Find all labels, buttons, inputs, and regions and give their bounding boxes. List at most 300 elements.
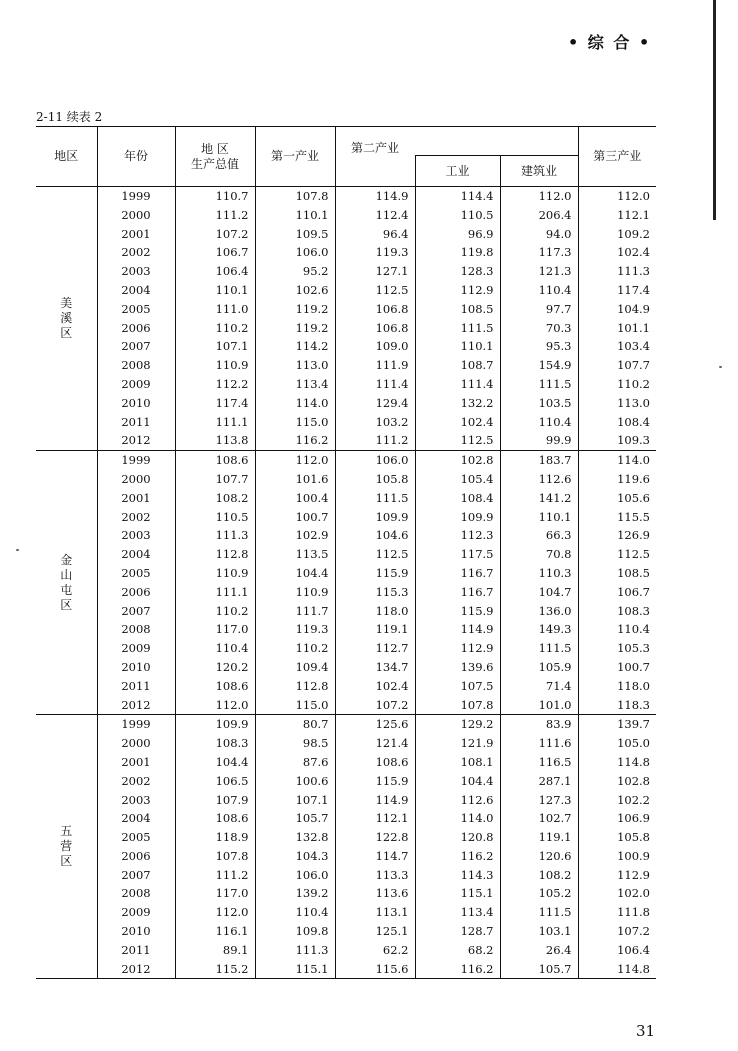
gdp-cell: 111.3 (175, 526, 255, 545)
tertiary-cell: 107.7 (578, 356, 656, 375)
table-row (36, 394, 656, 413)
gdp-cell: 117.0 (175, 620, 255, 639)
tertiary-cell: 106.4 (578, 941, 656, 960)
construction-cell: 111.5 (500, 903, 578, 922)
table-row (36, 187, 656, 206)
construction-cell: 94.0 (500, 225, 578, 244)
tertiary-cell: 100.7 (578, 658, 656, 677)
table-row (36, 451, 656, 470)
construction-cell: 95.3 (500, 337, 578, 356)
table-row (36, 470, 656, 489)
year-cell: 2010 (97, 922, 175, 941)
gdp-cell: 112.0 (175, 696, 255, 715)
tertiary-cell: 114.8 (578, 753, 656, 772)
table-row (36, 696, 656, 715)
tertiary-cell: 115.5 (578, 508, 656, 527)
tertiary-cell: 110.2 (578, 375, 656, 394)
industry-cell: 120.8 (415, 828, 500, 847)
table-row (36, 828, 656, 847)
year-cell: 2001 (97, 489, 175, 508)
page-number: 31 (636, 1022, 656, 1040)
secondary-cell: 121.4 (335, 734, 415, 753)
industry-cell: 112.9 (415, 639, 500, 658)
industry-cell: 108.1 (415, 753, 500, 772)
secondary-cell: 106.8 (335, 300, 415, 319)
construction-cell: 111.5 (500, 375, 578, 394)
primary-cell: 95.2 (255, 262, 335, 281)
industry-cell: 115.9 (415, 602, 500, 621)
industry-cell: 116.2 (415, 847, 500, 866)
year-cell: 2008 (97, 620, 175, 639)
secondary-cell: 127.1 (335, 262, 415, 281)
secondary-cell: 118.0 (335, 602, 415, 621)
construction-cell: 112.0 (500, 187, 578, 206)
gdp-header-line2: 生产总值 (190, 156, 239, 171)
tertiary-cell: 111.3 (578, 262, 656, 281)
gdp-cell: 117.0 (175, 884, 255, 903)
construction-cell: 206.4 (500, 206, 578, 225)
gdp-cell: 108.3 (175, 734, 255, 753)
gdp-cell: 107.2 (175, 225, 255, 244)
year-cell: 1999 (97, 715, 175, 734)
construction-cell: 112.6 (500, 470, 578, 489)
primary-cell: 114.2 (255, 337, 335, 356)
primary-cell: 115.1 (255, 960, 335, 979)
industry-cell: 111.4 (415, 375, 500, 394)
primary-cell: 107.1 (255, 791, 335, 810)
primary-cell: 104.4 (255, 564, 335, 583)
secondary-cell: 125.6 (335, 715, 415, 734)
table-row (36, 960, 656, 979)
tertiary-cell: 102.0 (578, 884, 656, 903)
table-row (36, 545, 656, 564)
table-row (36, 489, 656, 508)
primary-cell: 132.8 (255, 828, 335, 847)
primary-cell: 80.7 (255, 715, 335, 734)
region-char: 区 (60, 326, 73, 341)
tertiary-cell: 108.3 (578, 602, 656, 621)
region-char: 山 (60, 567, 73, 582)
secondary-cell: 113.6 (335, 884, 415, 903)
secondary-cell: 125.1 (335, 922, 415, 941)
tertiary-cell: 113.0 (578, 394, 656, 413)
secondary-cell: 104.6 (335, 526, 415, 545)
gdp-cell: 111.2 (175, 866, 255, 885)
construction-cell: 121.3 (500, 262, 578, 281)
primary-cell: 98.5 (255, 734, 335, 753)
gdp-cell: 120.2 (175, 658, 255, 677)
primary-header: 第一产业 (255, 127, 335, 187)
year-cell: 2001 (97, 753, 175, 772)
primary-cell: 101.6 (255, 470, 335, 489)
year-cell: 2007 (97, 866, 175, 885)
industry-cell: 114.4 (415, 187, 500, 206)
gdp-cell: 111.1 (175, 583, 255, 602)
region-name (36, 187, 97, 451)
industry-cell: 112.6 (415, 791, 500, 810)
gdp-cell: 112.2 (175, 375, 255, 394)
year-cell: 2009 (97, 639, 175, 658)
primary-cell: 112.8 (255, 677, 335, 696)
region-name (36, 451, 97, 715)
gdp-cell: 111.2 (175, 206, 255, 225)
secondary-cell: 103.2 (335, 413, 415, 432)
year-cell: 2012 (97, 431, 175, 450)
table-row (36, 564, 656, 583)
table-row (36, 903, 656, 922)
table-row (36, 300, 656, 319)
secondary-cell: 111.9 (335, 356, 415, 375)
table-row (36, 658, 656, 677)
secondary-cell: 119.1 (335, 620, 415, 639)
gdp-cell: 111.1 (175, 413, 255, 432)
construction-cell: 117.3 (500, 243, 578, 262)
tertiary-cell: 109.3 (578, 431, 656, 450)
primary-cell: 113.5 (255, 545, 335, 564)
region-char: 溪 (60, 311, 73, 326)
construction-cell: 26.4 (500, 941, 578, 960)
table-row (36, 809, 656, 828)
construction-cell: 111.6 (500, 734, 578, 753)
year-cell: 2011 (97, 413, 175, 432)
secondary-subheader-span (415, 127, 578, 156)
tertiary-cell: 105.3 (578, 639, 656, 658)
secondary-cell: 112.1 (335, 809, 415, 828)
construction-cell: 70.3 (500, 319, 578, 338)
year-cell: 2009 (97, 375, 175, 394)
gdp-cell: 106.7 (175, 243, 255, 262)
primary-cell: 119.3 (255, 620, 335, 639)
tertiary-cell: 102.8 (578, 772, 656, 791)
gdp-cell: 110.2 (175, 319, 255, 338)
gdp-cell: 89.1 (175, 941, 255, 960)
primary-cell: 100.7 (255, 508, 335, 527)
industry-cell: 107.8 (415, 696, 500, 715)
year-cell: 2004 (97, 281, 175, 300)
tertiary-cell: 107.2 (578, 922, 656, 941)
region-header: 地区 (36, 127, 97, 187)
construction-cell: 97.7 (500, 300, 578, 319)
primary-cell: 110.9 (255, 583, 335, 602)
region-char: 营 (60, 839, 73, 854)
gdp-header (175, 127, 255, 187)
table-row (36, 847, 656, 866)
construction-cell: 154.9 (500, 356, 578, 375)
gdp-cell: 107.8 (175, 847, 255, 866)
gdp-cell: 117.4 (175, 394, 255, 413)
table-row (36, 243, 656, 262)
year-cell: 2002 (97, 243, 175, 262)
tertiary-cell: 119.6 (578, 470, 656, 489)
year-cell: 2010 (97, 658, 175, 677)
year-cell: 2004 (97, 809, 175, 828)
gdp-cell: 107.7 (175, 470, 255, 489)
secondary-cell: 113.1 (335, 903, 415, 922)
year-cell: 2006 (97, 583, 175, 602)
year-cell: 2003 (97, 791, 175, 810)
gdp-cell: 113.8 (175, 431, 255, 450)
region-char: 区 (60, 854, 73, 869)
secondary-cell: 109.9 (335, 508, 415, 527)
primary-cell: 107.8 (255, 187, 335, 206)
year-cell: 1999 (97, 187, 175, 206)
construction-cell: 108.2 (500, 866, 578, 885)
secondary-cell: 107.2 (335, 696, 415, 715)
year-cell: 2005 (97, 564, 175, 583)
scan-speck (719, 366, 722, 368)
secondary-cell: 106.0 (335, 451, 415, 470)
industry-header: 工业 (415, 156, 500, 187)
industry-cell: 113.4 (415, 903, 500, 922)
year-cell: 2001 (97, 225, 175, 244)
construction-cell: 103.1 (500, 922, 578, 941)
industry-cell: 105.4 (415, 470, 500, 489)
tertiary-cell: 109.2 (578, 225, 656, 244)
industry-cell: 102.4 (415, 413, 500, 432)
table-row (36, 753, 656, 772)
construction-cell: 110.1 (500, 508, 578, 527)
secondary-cell: 114.9 (335, 187, 415, 206)
tertiary-cell: 112.0 (578, 187, 656, 206)
tertiary-cell: 112.5 (578, 545, 656, 564)
industry-cell: 116.7 (415, 564, 500, 583)
table-row (36, 620, 656, 639)
primary-cell: 102.6 (255, 281, 335, 300)
table-row (36, 508, 656, 527)
year-cell: 2003 (97, 262, 175, 281)
construction-cell: 287.1 (500, 772, 578, 791)
gdp-cell: 110.4 (175, 639, 255, 658)
gdp-cell: 108.6 (175, 451, 255, 470)
year-cell: 2006 (97, 847, 175, 866)
gdp-cell: 110.2 (175, 602, 255, 621)
gdp-cell: 107.9 (175, 791, 255, 810)
scan-speck (16, 549, 19, 551)
industry-cell: 107.5 (415, 677, 500, 696)
industry-cell: 112.5 (415, 431, 500, 450)
region-char: 金 (60, 552, 73, 567)
year-cell: 2007 (97, 337, 175, 356)
primary-cell: 115.0 (255, 413, 335, 432)
industry-cell: 112.9 (415, 281, 500, 300)
gdp-cell: 115.2 (175, 960, 255, 979)
tertiary-cell: 105.6 (578, 489, 656, 508)
gdp-cell: 118.9 (175, 828, 255, 847)
secondary-cell: 108.6 (335, 753, 415, 772)
table-row (36, 356, 656, 375)
industry-cell: 128.7 (415, 922, 500, 941)
table-row (36, 413, 656, 432)
gdp-cell: 104.4 (175, 753, 255, 772)
primary-cell: 112.0 (255, 451, 335, 470)
table-id: 2-11 续表 2 (36, 110, 103, 124)
secondary-cell: 113.3 (335, 866, 415, 885)
secondary-cell: 114.7 (335, 847, 415, 866)
construction-cell: 141.2 (500, 489, 578, 508)
table-row (36, 583, 656, 602)
region-char: 区 (60, 597, 73, 612)
tertiary-cell: 108.5 (578, 564, 656, 583)
year-cell: 2000 (97, 470, 175, 489)
secondary-cell: 115.6 (335, 960, 415, 979)
year-cell: 2002 (97, 772, 175, 791)
tertiary-cell: 112.1 (578, 206, 656, 225)
year-cell: 2000 (97, 206, 175, 225)
construction-cell: 110.3 (500, 564, 578, 583)
construction-cell: 71.4 (500, 677, 578, 696)
secondary-cell: 134.7 (335, 658, 415, 677)
primary-cell: 105.7 (255, 809, 335, 828)
industry-cell: 109.9 (415, 508, 500, 527)
industry-cell: 139.6 (415, 658, 500, 677)
construction-cell: 116.5 (500, 753, 578, 772)
industry-cell: 96.9 (415, 225, 500, 244)
table-row (36, 715, 656, 734)
construction-cell: 149.3 (500, 620, 578, 639)
table-row (36, 791, 656, 810)
construction-cell: 83.9 (500, 715, 578, 734)
table-row (36, 431, 656, 450)
tertiary-cell: 126.9 (578, 526, 656, 545)
tertiary-cell: 114.8 (578, 960, 656, 979)
year-cell: 2009 (97, 903, 175, 922)
construction-cell: 105.2 (500, 884, 578, 903)
gdp-cell: 110.9 (175, 356, 255, 375)
statistics-table (36, 126, 656, 979)
secondary-cell: 112.4 (335, 206, 415, 225)
industry-cell: 116.2 (415, 960, 500, 979)
table-row (36, 225, 656, 244)
table-row (36, 206, 656, 225)
year-header: 年份 (97, 127, 175, 187)
industry-cell: 114.3 (415, 866, 500, 885)
primary-cell: 102.9 (255, 526, 335, 545)
industry-cell: 132.2 (415, 394, 500, 413)
tertiary-cell: 100.9 (578, 847, 656, 866)
gdp-cell: 109.9 (175, 715, 255, 734)
primary-cell: 119.2 (255, 300, 335, 319)
primary-cell: 100.4 (255, 489, 335, 508)
construction-cell: 66.3 (500, 526, 578, 545)
table-row (36, 602, 656, 621)
industry-cell: 110.1 (415, 337, 500, 356)
table-row (36, 866, 656, 885)
year-cell: 2010 (97, 394, 175, 413)
tertiary-cell: 103.4 (578, 337, 656, 356)
construction-cell: 119.1 (500, 828, 578, 847)
construction-cell: 110.4 (500, 281, 578, 300)
construction-cell: 103.5 (500, 394, 578, 413)
construction-cell: 105.7 (500, 960, 578, 979)
industry-cell: 108.4 (415, 489, 500, 508)
secondary-cell: 111.4 (335, 375, 415, 394)
table-row (36, 639, 656, 658)
secondary-cell: 96.4 (335, 225, 415, 244)
page-edge-bar (713, 0, 738, 220)
construction-cell: 127.3 (500, 791, 578, 810)
primary-cell: 111.7 (255, 602, 335, 621)
industry-cell: 112.3 (415, 526, 500, 545)
tertiary-cell: 139.7 (578, 715, 656, 734)
table-row (36, 375, 656, 394)
secondary-cell: 62.2 (335, 941, 415, 960)
tertiary-header: 第三产业 (578, 127, 656, 187)
industry-cell: 119.8 (415, 243, 500, 262)
secondary-cell: 112.5 (335, 545, 415, 564)
gdp-cell: 112.8 (175, 545, 255, 564)
gdp-cell: 110.1 (175, 281, 255, 300)
tertiary-cell: 111.8 (578, 903, 656, 922)
gdp-header-line1: 地 区 (201, 141, 229, 156)
region-char: 屯 (60, 582, 73, 597)
secondary-cell: 114.9 (335, 791, 415, 810)
primary-cell: 110.1 (255, 206, 335, 225)
year-cell: 2002 (97, 508, 175, 527)
construction-cell: 111.5 (500, 639, 578, 658)
construction-cell: 120.6 (500, 847, 578, 866)
industry-cell: 102.8 (415, 451, 500, 470)
gdp-cell: 112.0 (175, 903, 255, 922)
gdp-cell: 108.6 (175, 809, 255, 828)
construction-cell: 104.7 (500, 583, 578, 602)
primary-cell: 110.2 (255, 639, 335, 658)
year-cell: 2012 (97, 696, 175, 715)
gdp-cell: 107.1 (175, 337, 255, 356)
primary-cell: 119.2 (255, 319, 335, 338)
region-name (36, 715, 97, 979)
industry-cell: 108.7 (415, 356, 500, 375)
primary-cell: 100.6 (255, 772, 335, 791)
region-char: 美 (60, 296, 73, 311)
industry-cell: 68.2 (415, 941, 500, 960)
year-cell: 2007 (97, 602, 175, 621)
industry-cell: 129.2 (415, 715, 500, 734)
year-cell: 2000 (97, 734, 175, 753)
construction-header: 建筑业 (500, 156, 578, 187)
primary-cell: 109.5 (255, 225, 335, 244)
primary-cell: 116.2 (255, 431, 335, 450)
year-cell: 2008 (97, 356, 175, 375)
gdp-cell: 108.2 (175, 489, 255, 508)
tertiary-cell: 104.9 (578, 300, 656, 319)
table-row (36, 262, 656, 281)
table-row (36, 337, 656, 356)
gdp-cell: 111.0 (175, 300, 255, 319)
secondary-cell: 111.5 (335, 489, 415, 508)
secondary-cell: 106.8 (335, 319, 415, 338)
primary-cell: 139.2 (255, 884, 335, 903)
primary-cell: 104.3 (255, 847, 335, 866)
table-row (36, 734, 656, 753)
gdp-cell: 110.5 (175, 508, 255, 527)
industry-cell: 111.5 (415, 319, 500, 338)
tertiary-cell: 108.4 (578, 413, 656, 432)
primary-cell: 111.3 (255, 941, 335, 960)
tertiary-cell: 105.0 (578, 734, 656, 753)
secondary-header: 第二产业 (335, 127, 415, 187)
region-char: 五 (60, 824, 73, 839)
year-cell: 2005 (97, 828, 175, 847)
tertiary-cell: 110.4 (578, 620, 656, 639)
primary-cell: 115.0 (255, 696, 335, 715)
industry-cell: 128.3 (415, 262, 500, 281)
industry-cell: 121.9 (415, 734, 500, 753)
year-cell: 2008 (97, 884, 175, 903)
secondary-cell: 115.3 (335, 583, 415, 602)
construction-cell: 101.0 (500, 696, 578, 715)
construction-cell: 102.7 (500, 809, 578, 828)
year-cell: 2011 (97, 677, 175, 696)
